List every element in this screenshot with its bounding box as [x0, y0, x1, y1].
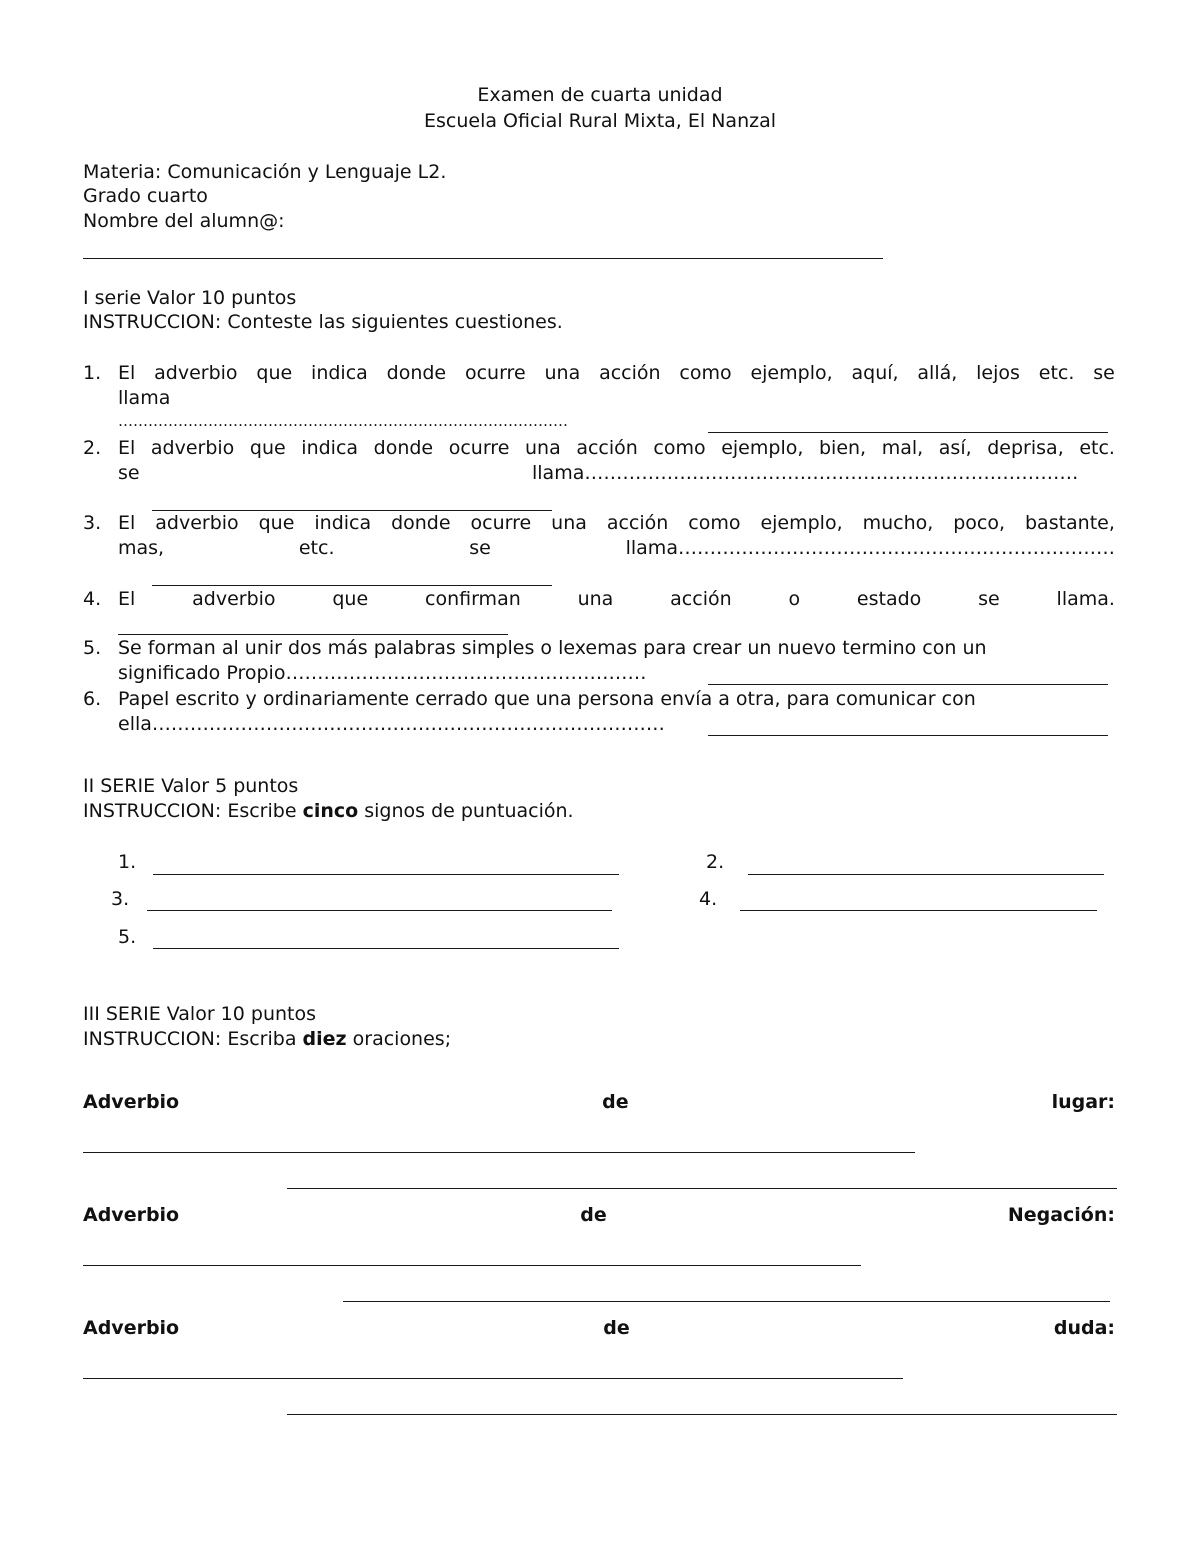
- adverb-row-negacion: [83, 1204, 1115, 1226]
- word: allá,: [917, 362, 958, 384]
- student-name-label[interactable]: Nombre del alumn@:: [83, 210, 285, 232]
- word: etc.: [298, 537, 335, 559]
- subject-label: Materia: Comunicación y Lenguaje L2.: [83, 161, 447, 183]
- question-1-line2: llama: [118, 387, 171, 409]
- instruction-emphasis: cinco: [302, 800, 359, 822]
- word: lejos: [976, 362, 1020, 384]
- row-word: Adverbio: [83, 1204, 180, 1226]
- question-2-line2-end: llama……………………………………………………………………: [532, 462, 1079, 484]
- serie1-instruction: INSTRUCCION: Conteste las siguientes cuestiones.: [83, 311, 563, 333]
- word: una: [577, 588, 614, 610]
- question-number: 4.: [83, 588, 102, 610]
- word: mucho,: [862, 512, 934, 534]
- row-word: de: [602, 1091, 629, 1113]
- instruction-text: oraciones;: [346, 1028, 452, 1050]
- word: El: [118, 437, 136, 459]
- word: como: [688, 512, 741, 534]
- word: El: [118, 512, 136, 534]
- student-name-line[interactable]: [83, 258, 883, 259]
- punctuation-item-number: 1.: [118, 851, 137, 873]
- word: acción: [599, 362, 661, 384]
- word: bien,: [818, 437, 867, 459]
- sentence-line[interactable]: [287, 1414, 1117, 1415]
- question-3-line1: [118, 512, 1115, 534]
- row-word: duda:: [1053, 1317, 1115, 1339]
- question-6-line1: Papel escrito y ordinariamente cerrado que una persona envía a otra, para comunicar con: [118, 688, 976, 710]
- question-number: 2.: [83, 437, 102, 459]
- word: adverbio: [155, 512, 239, 534]
- row-word: de: [603, 1317, 630, 1339]
- question-3-line2: [118, 537, 1115, 559]
- word: como: [679, 362, 732, 384]
- word: etc.: [1038, 362, 1075, 384]
- word: se: [469, 537, 491, 559]
- word: deprisa,: [987, 437, 1064, 459]
- question-6-line2: ella………………………………………………………………………: [118, 713, 665, 735]
- word: bastante,: [1024, 512, 1115, 534]
- word: o: [788, 588, 801, 610]
- answer-line-1[interactable]: [708, 432, 1108, 433]
- exam-title: Examen de cuarta unidad: [477, 84, 723, 106]
- serie1-heading: I serie Valor 10 puntos: [83, 287, 297, 309]
- question-number: 1.: [83, 362, 102, 384]
- punctuation-answer-line[interactable]: [748, 874, 1104, 875]
- serie2-heading: II SERIE Valor 5 puntos: [83, 775, 299, 797]
- word: acción: [606, 512, 669, 534]
- word: acción: [670, 588, 732, 610]
- sentence-line[interactable]: [83, 1152, 915, 1153]
- word: adverbio: [192, 588, 276, 610]
- word: así,: [938, 437, 972, 459]
- sentence-line[interactable]: [343, 1301, 1110, 1302]
- instruction-text: INSTRUCCION: Escriba: [83, 1028, 303, 1050]
- question-5-line1: Se forman al unir dos más palabras simples o lexemas para crear un nuevo termino con un: [118, 637, 987, 659]
- punctuation-item-number: 4.: [699, 888, 718, 910]
- row-word: lugar:: [1051, 1091, 1115, 1113]
- word: adverbio: [154, 362, 238, 384]
- word: llama.: [1056, 588, 1115, 610]
- answer-line-2[interactable]: [152, 510, 552, 511]
- punctuation-answer-line[interactable]: [153, 948, 619, 949]
- punctuation-item-number: 2.: [706, 851, 725, 873]
- word: indica: [314, 512, 372, 534]
- question-number: 5.: [83, 637, 102, 659]
- word: ejemplo,: [721, 437, 804, 459]
- school-name: Escuela Oficial Rural Mixta, El Nanzal: [423, 110, 777, 132]
- word: estado: [856, 588, 922, 610]
- question-4-line1: [118, 588, 1115, 610]
- row-word: Adverbio: [83, 1317, 180, 1339]
- word: que: [256, 362, 293, 384]
- word: una: [544, 362, 581, 384]
- word: donde: [391, 512, 451, 534]
- answer-line-5[interactable]: [708, 684, 1108, 685]
- word: una: [525, 437, 561, 459]
- word: aquí,: [851, 362, 899, 384]
- punctuation-answer-line[interactable]: [153, 874, 619, 875]
- question-1-dots: ………………………………………………………………………………: [118, 412, 568, 430]
- word: donde: [386, 362, 447, 384]
- adverb-row-lugar: [83, 1091, 1115, 1113]
- grade-label: Grado cuarto: [83, 185, 208, 207]
- word: El: [118, 588, 136, 610]
- punctuation-item-number: 5.: [118, 926, 137, 948]
- instruction-text: signos de puntuación.: [358, 800, 574, 822]
- word: como: [653, 437, 706, 459]
- word: se: [978, 588, 1000, 610]
- serie3-heading: III SERIE Valor 10 puntos: [83, 1003, 317, 1025]
- word: confirman: [425, 588, 521, 610]
- answer-line-3[interactable]: [152, 585, 552, 586]
- word: etc.: [1079, 437, 1115, 459]
- row-word: Negación:: [1007, 1204, 1115, 1226]
- punctuation-answer-line[interactable]: [147, 910, 612, 911]
- answer-line-6[interactable]: [708, 735, 1108, 736]
- word: acción: [576, 437, 638, 459]
- punctuation-answer-line[interactable]: [740, 910, 1097, 911]
- word: ejemplo,: [750, 362, 833, 384]
- word: El: [118, 362, 136, 384]
- word: poco,: [953, 512, 1006, 534]
- sentence-line[interactable]: [83, 1378, 903, 1379]
- word: indica: [301, 437, 359, 459]
- word: una: [551, 512, 587, 534]
- word: llama……………………………………………………………: [625, 537, 1115, 559]
- question-1-line1: [118, 362, 1115, 384]
- word: mas,: [118, 537, 165, 559]
- sentence-line[interactable]: [83, 1265, 861, 1266]
- answer-line-4[interactable]: [118, 634, 508, 635]
- word: ocurre: [470, 512, 532, 534]
- adverb-row-duda: [83, 1317, 1115, 1339]
- word: se: [1093, 362, 1115, 384]
- row-word: Adverbio: [83, 1091, 180, 1113]
- punctuation-item-number: 3.: [111, 888, 130, 910]
- word: ejemplo,: [760, 512, 843, 534]
- instruction-text: INSTRUCCION: Escribe: [83, 800, 303, 822]
- question-2-line1: [118, 437, 1115, 459]
- question-number: 6.: [83, 688, 102, 710]
- word: que: [332, 588, 369, 610]
- word: donde: [373, 437, 434, 459]
- word: adverbio: [150, 437, 235, 459]
- word: ocurre: [448, 437, 510, 459]
- question-2-line2-start: se: [118, 462, 140, 484]
- word: indica: [311, 362, 368, 384]
- serie3-instruction: [83, 1028, 451, 1050]
- word: que: [258, 512, 295, 534]
- sentence-line[interactable]: [287, 1188, 1117, 1189]
- instruction-emphasis: diez: [302, 1028, 347, 1050]
- question-5-line2: significado Propio…………………………………………………: [118, 662, 647, 684]
- row-word: de: [580, 1204, 607, 1226]
- word: ocurre: [464, 362, 526, 384]
- question-number: 3.: [83, 512, 102, 534]
- word: mal,: [881, 437, 924, 459]
- serie2-instruction: [83, 800, 574, 822]
- word: que: [249, 437, 286, 459]
